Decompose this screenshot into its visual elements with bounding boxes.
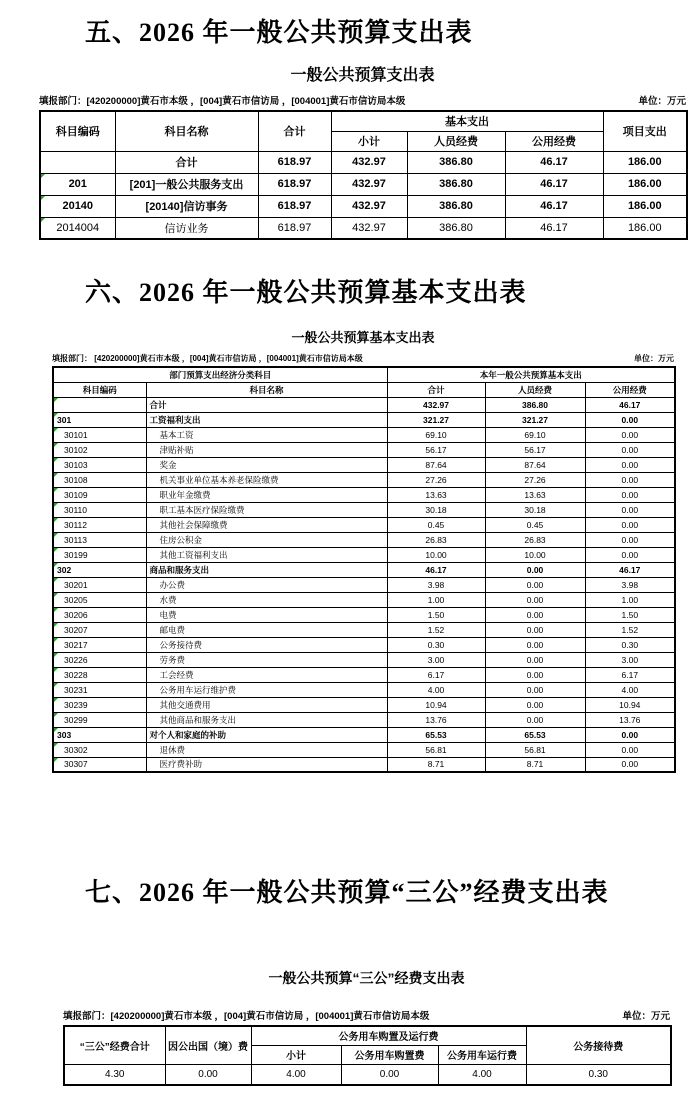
value-cell: 432.97 bbox=[331, 217, 407, 239]
table7-header-operation: 公务用车运行费 bbox=[438, 1045, 526, 1064]
value-cell: 186.00 bbox=[603, 195, 687, 217]
table5-header-code: 科目编码 bbox=[40, 111, 115, 151]
value-cell: 69.10 bbox=[485, 427, 585, 442]
value-cell: 0.00 bbox=[585, 547, 675, 562]
value-cell: 46.17 bbox=[505, 151, 603, 173]
value-cell: 56.17 bbox=[387, 442, 485, 457]
value-cell: 8.71 bbox=[485, 757, 585, 772]
subject-name-cell: 邮电费 bbox=[146, 622, 387, 637]
table-row bbox=[53, 427, 675, 442]
subject-code-cell: 30108 bbox=[53, 472, 146, 487]
table6-header-public: 公用经费 bbox=[585, 382, 675, 397]
subject-code-cell bbox=[53, 397, 146, 412]
table-row bbox=[53, 472, 675, 487]
value-cell: 0.00 bbox=[485, 712, 585, 727]
subject-name-cell: 公务用车运行维护费 bbox=[146, 682, 387, 697]
value-cell: 4.00 bbox=[585, 682, 675, 697]
value-cell: 3.00 bbox=[387, 652, 485, 667]
value-cell: 0.00 bbox=[485, 562, 585, 577]
value-cell: 432.97 bbox=[331, 151, 407, 173]
value-cell: 386.80 bbox=[485, 397, 585, 412]
table-row bbox=[40, 151, 687, 173]
table-row bbox=[53, 487, 675, 502]
three-public-expense-table bbox=[63, 1025, 672, 1086]
table5-unit-label: 单位：万元 bbox=[638, 96, 686, 107]
subject-code-cell: 30307 bbox=[53, 757, 146, 772]
value-cell: 0.30 bbox=[387, 637, 485, 652]
table-row bbox=[53, 652, 675, 667]
subject-name-cell: 对个人和家庭的补助 bbox=[146, 727, 387, 742]
value-cell: 0.00 bbox=[585, 472, 675, 487]
subject-name-cell: 其他工资福利支出 bbox=[146, 547, 387, 562]
value-cell: 0.00 bbox=[585, 502, 675, 517]
value-cell: 0.00 bbox=[585, 757, 675, 772]
value-cell: 0.00 bbox=[585, 442, 675, 457]
section-7-heading: 七、2026 年一般公共预算“三公”经费支出表 bbox=[85, 878, 609, 907]
subject-code-cell: 303 bbox=[53, 727, 146, 742]
table5-header-subtotal: 小计 bbox=[331, 131, 407, 151]
subject-code-cell: 30102 bbox=[53, 442, 146, 457]
table7-dept-label: 填报部门：[420200000]黄石市本级 ，[004]黄石市信访局 ，[004001]黄石市信访局本级 bbox=[63, 1011, 430, 1022]
subject-code-cell: 30226 bbox=[53, 652, 146, 667]
value-cell: 6.17 bbox=[387, 667, 485, 682]
table-row bbox=[53, 562, 675, 577]
value-cell: 0.30 bbox=[585, 637, 675, 652]
value-cell: 1.50 bbox=[585, 607, 675, 622]
subject-code-cell: 30199 bbox=[53, 547, 146, 562]
subject-name-cell: 公务接待费 bbox=[146, 637, 387, 652]
table5-body bbox=[40, 151, 687, 239]
subject-name-cell: 工资福利支出 bbox=[146, 412, 387, 427]
table-row bbox=[53, 637, 675, 652]
value-cell: 27.26 bbox=[485, 472, 585, 487]
table-row bbox=[53, 517, 675, 532]
value-cell: 0.00 bbox=[585, 412, 675, 427]
value-cell: 46.17 bbox=[505, 217, 603, 239]
value-cell: 65.53 bbox=[387, 727, 485, 742]
value-cell: 56.17 bbox=[485, 442, 585, 457]
table-row bbox=[53, 682, 675, 697]
value-cell: 618.97 bbox=[258, 195, 331, 217]
table7-header-row-1 bbox=[64, 1026, 671, 1045]
subject-code-cell: 20140 bbox=[40, 195, 115, 217]
subject-name-cell: 其他交通费用 bbox=[146, 697, 387, 712]
value-cell: 0.45 bbox=[485, 517, 585, 532]
table6-header-name: 科目名称 bbox=[146, 382, 387, 397]
value-cell: 321.27 bbox=[387, 412, 485, 427]
value-cell: 6.17 bbox=[585, 667, 675, 682]
value-cell: 0.00 bbox=[585, 427, 675, 442]
table7-body bbox=[64, 1064, 671, 1085]
subject-code-cell: 301 bbox=[53, 412, 146, 427]
subject-name-cell: 住房公积金 bbox=[146, 532, 387, 547]
value-cell: 1.52 bbox=[585, 622, 675, 637]
value-cell: 0.00 bbox=[485, 622, 585, 637]
table7-header-reception: 公务接待费 bbox=[526, 1026, 671, 1064]
table-row bbox=[53, 697, 675, 712]
table-row bbox=[53, 442, 675, 457]
value-cell: 46.17 bbox=[505, 195, 603, 217]
table6-header-personnel: 人员经费 bbox=[485, 382, 585, 397]
subject-name-cell: 基本工资 bbox=[146, 427, 387, 442]
subject-name-cell: 电费 bbox=[146, 607, 387, 622]
table6-header-code: 科目编码 bbox=[53, 382, 146, 397]
value-cell: 3.00 bbox=[585, 652, 675, 667]
value-cell: 386.80 bbox=[407, 173, 505, 195]
table-row bbox=[53, 757, 675, 772]
value-cell: 0.30 bbox=[526, 1064, 671, 1085]
subject-name-cell: 商品和服务支出 bbox=[146, 562, 387, 577]
table-row bbox=[53, 592, 675, 607]
basic-expenditure-table bbox=[52, 366, 676, 773]
value-cell: 0.00 bbox=[585, 532, 675, 547]
section-6-heading: 六、2026 年一般公共预算基本支出表 bbox=[85, 278, 527, 307]
subject-code-cell: 30109 bbox=[53, 487, 146, 502]
table6-header-total: 合计 bbox=[387, 382, 485, 397]
value-cell: 386.80 bbox=[407, 195, 505, 217]
value-cell: 46.17 bbox=[585, 397, 675, 412]
value-cell: 432.97 bbox=[331, 195, 407, 217]
table-row bbox=[53, 532, 675, 547]
subject-name-cell: 合计 bbox=[146, 397, 387, 412]
value-cell: 618.97 bbox=[258, 151, 331, 173]
table5-meta bbox=[39, 93, 686, 107]
subject-code-cell bbox=[40, 151, 115, 173]
value-cell: 0.00 bbox=[485, 697, 585, 712]
value-cell: 0.00 bbox=[585, 742, 675, 757]
value-cell: 186.00 bbox=[603, 151, 687, 173]
value-cell: 4.30 bbox=[64, 1064, 165, 1085]
subject-name-cell: 劳务费 bbox=[146, 652, 387, 667]
value-cell: 186.00 bbox=[603, 217, 687, 239]
table5-title: 一般公共预算支出表 bbox=[290, 67, 435, 84]
value-cell: 8.71 bbox=[387, 757, 485, 772]
table6-header-group-left: 部门预算支出经济分类科目 bbox=[53, 367, 387, 382]
value-cell: 1.50 bbox=[387, 607, 485, 622]
value-cell: 0.00 bbox=[485, 577, 585, 592]
subject-code-cell: 30101 bbox=[53, 427, 146, 442]
table7-header-subtotal: 小计 bbox=[251, 1045, 341, 1064]
subject-name-cell: [201]一般公共服务支出 bbox=[115, 173, 258, 195]
table5-header-name: 科目名称 bbox=[115, 111, 258, 151]
subject-code-cell: 30205 bbox=[53, 592, 146, 607]
subject-code-cell: 302 bbox=[53, 562, 146, 577]
subject-code-cell: 201 bbox=[40, 173, 115, 195]
table5-header-basic-group: 基本支出 bbox=[331, 111, 603, 131]
subject-name-cell: 信访业务 bbox=[115, 217, 258, 239]
value-cell: 0.00 bbox=[585, 487, 675, 502]
table-row bbox=[53, 412, 675, 427]
subject-code-cell: 30113 bbox=[53, 532, 146, 547]
value-cell: 13.76 bbox=[387, 712, 485, 727]
subject-name-cell: 机关事业单位基本养老保险缴费 bbox=[146, 472, 387, 487]
table-row bbox=[53, 397, 675, 412]
table5-header-total: 合计 bbox=[258, 111, 331, 151]
table-row bbox=[53, 712, 675, 727]
subject-code-cell: 30206 bbox=[53, 607, 146, 622]
table-row bbox=[53, 577, 675, 592]
table5-header-personnel: 人员经费 bbox=[407, 131, 505, 151]
value-cell: 0.00 bbox=[165, 1064, 251, 1085]
value-cell: 432.97 bbox=[331, 173, 407, 195]
subject-code-cell: 30201 bbox=[53, 577, 146, 592]
table6-meta bbox=[52, 353, 674, 364]
value-cell: 0.00 bbox=[485, 682, 585, 697]
value-cell: 30.18 bbox=[485, 502, 585, 517]
value-cell: 618.97 bbox=[258, 173, 331, 195]
value-cell: 13.76 bbox=[585, 712, 675, 727]
subject-name-cell: 其他商品和服务支出 bbox=[146, 712, 387, 727]
table6-dept-label: 填报部门： [420200000]黄石市本级 ，[004]黄石市信访局 ，[004001]黄石市信访局本级 bbox=[52, 354, 363, 363]
value-cell: 0.00 bbox=[485, 637, 585, 652]
table5-dept-label: 填报部门：[420200000]黄石市本级 ，[004]黄石市信访局 ，[004001]黄石市信访局本级 bbox=[39, 96, 406, 107]
table-row bbox=[64, 1064, 671, 1085]
subject-code-cell: 30231 bbox=[53, 682, 146, 697]
table-row bbox=[53, 667, 675, 682]
table-row bbox=[40, 173, 687, 195]
value-cell: 386.80 bbox=[407, 151, 505, 173]
table5-header-public: 公用经费 bbox=[505, 131, 603, 151]
subject-name-cell: 水费 bbox=[146, 592, 387, 607]
subject-name-cell: 奖金 bbox=[146, 457, 387, 472]
value-cell: 10.94 bbox=[585, 697, 675, 712]
value-cell: 0.00 bbox=[341, 1064, 438, 1085]
value-cell: 432.97 bbox=[387, 397, 485, 412]
subject-name-cell: [20140]信访事务 bbox=[115, 195, 258, 217]
subject-name-cell: 合计 bbox=[115, 151, 258, 173]
value-cell: 0.00 bbox=[485, 652, 585, 667]
value-cell: 13.63 bbox=[485, 487, 585, 502]
table-row bbox=[40, 217, 687, 239]
value-cell: 46.17 bbox=[505, 173, 603, 195]
table-row bbox=[53, 502, 675, 517]
value-cell: 65.53 bbox=[485, 727, 585, 742]
subject-code-cell: 30207 bbox=[53, 622, 146, 637]
value-cell: 10.00 bbox=[485, 547, 585, 562]
table-row bbox=[40, 195, 687, 217]
value-cell: 30.18 bbox=[387, 502, 485, 517]
subject-name-cell: 津贴补贴 bbox=[146, 442, 387, 457]
value-cell: 26.83 bbox=[485, 532, 585, 547]
table6-title: 一般公共预算基本支出表 bbox=[291, 330, 435, 345]
table-row bbox=[53, 457, 675, 472]
value-cell: 46.17 bbox=[387, 562, 485, 577]
value-cell: 56.81 bbox=[387, 742, 485, 757]
subject-code-cell: 30239 bbox=[53, 697, 146, 712]
table7-header-abroad: 因公出国（境）费 bbox=[165, 1026, 251, 1064]
value-cell: 87.64 bbox=[485, 457, 585, 472]
value-cell: 26.83 bbox=[387, 532, 485, 547]
table6-header-group-right: 本年一般公共预算基本支出 bbox=[387, 367, 675, 382]
value-cell: 13.63 bbox=[387, 487, 485, 502]
value-cell: 1.00 bbox=[387, 592, 485, 607]
value-cell: 3.98 bbox=[387, 577, 485, 592]
value-cell: 0.00 bbox=[485, 592, 585, 607]
table-row bbox=[53, 607, 675, 622]
value-cell: 27.26 bbox=[387, 472, 485, 487]
value-cell: 4.00 bbox=[387, 682, 485, 697]
subject-code-cell: 30228 bbox=[53, 667, 146, 682]
value-cell: 0.00 bbox=[585, 727, 675, 742]
value-cell: 56.81 bbox=[485, 742, 585, 757]
value-cell: 618.97 bbox=[258, 217, 331, 239]
section-5-heading: 五、2026 年一般公共预算支出表 bbox=[85, 18, 473, 47]
value-cell: 10.94 bbox=[387, 697, 485, 712]
value-cell: 4.00 bbox=[251, 1064, 341, 1085]
subject-code-cell: 30299 bbox=[53, 712, 146, 727]
value-cell: 1.00 bbox=[585, 592, 675, 607]
table6-header-row-1 bbox=[53, 367, 675, 382]
table7-unit-label: 单位：万元 bbox=[622, 1011, 670, 1022]
value-cell: 1.52 bbox=[387, 622, 485, 637]
table7-block bbox=[63, 970, 670, 1086]
value-cell: 186.00 bbox=[603, 173, 687, 195]
table7-title: 一般公共预算“三公”经费支出表 bbox=[268, 970, 465, 986]
table5-block bbox=[39, 66, 686, 240]
table6-header-row-2 bbox=[53, 382, 675, 397]
table6-unit-label: 单位：万元 bbox=[634, 354, 674, 363]
subject-name-cell: 医疗费补助 bbox=[146, 757, 387, 772]
subject-code-cell: 30302 bbox=[53, 742, 146, 757]
subject-name-cell: 职业年金缴费 bbox=[146, 487, 387, 502]
value-cell: 0.45 bbox=[387, 517, 485, 532]
value-cell: 4.00 bbox=[438, 1064, 526, 1085]
subject-code-cell: 30217 bbox=[53, 637, 146, 652]
value-cell: 69.10 bbox=[387, 427, 485, 442]
table6-block bbox=[52, 330, 674, 773]
value-cell: 0.00 bbox=[585, 457, 675, 472]
subject-name-cell: 职工基本医疗保险缴费 bbox=[146, 502, 387, 517]
value-cell: 46.17 bbox=[585, 562, 675, 577]
table5-header-row-1 bbox=[40, 111, 687, 131]
value-cell: 0.00 bbox=[485, 607, 585, 622]
table7-header-purchase: 公务用车购置费 bbox=[341, 1045, 438, 1064]
table-row bbox=[53, 547, 675, 562]
table7-header-vehicle-group: 公务用车购置及运行费 bbox=[251, 1026, 526, 1045]
table5-header-project: 项目支出 bbox=[603, 111, 687, 151]
value-cell: 10.00 bbox=[387, 547, 485, 562]
table6-body bbox=[53, 397, 675, 772]
table-row bbox=[53, 622, 675, 637]
table7-header-total: “三公”经费合计 bbox=[64, 1026, 165, 1064]
value-cell: 3.98 bbox=[585, 577, 675, 592]
table-row bbox=[53, 742, 675, 757]
table7-meta bbox=[63, 1008, 670, 1022]
value-cell: 321.27 bbox=[485, 412, 585, 427]
subject-name-cell: 其他社会保障缴费 bbox=[146, 517, 387, 532]
table-row bbox=[53, 727, 675, 742]
subject-code-cell: 30110 bbox=[53, 502, 146, 517]
general-budget-expenditure-table bbox=[39, 110, 688, 240]
subject-code-cell: 30103 bbox=[53, 457, 146, 472]
value-cell: 386.80 bbox=[407, 217, 505, 239]
subject-code-cell: 2014004 bbox=[40, 217, 115, 239]
subject-name-cell: 退休费 bbox=[146, 742, 387, 757]
subject-code-cell: 30112 bbox=[53, 517, 146, 532]
subject-name-cell: 工会经费 bbox=[146, 667, 387, 682]
subject-name-cell: 办公费 bbox=[146, 577, 387, 592]
value-cell: 0.00 bbox=[585, 517, 675, 532]
value-cell: 0.00 bbox=[485, 667, 585, 682]
value-cell: 87.64 bbox=[387, 457, 485, 472]
